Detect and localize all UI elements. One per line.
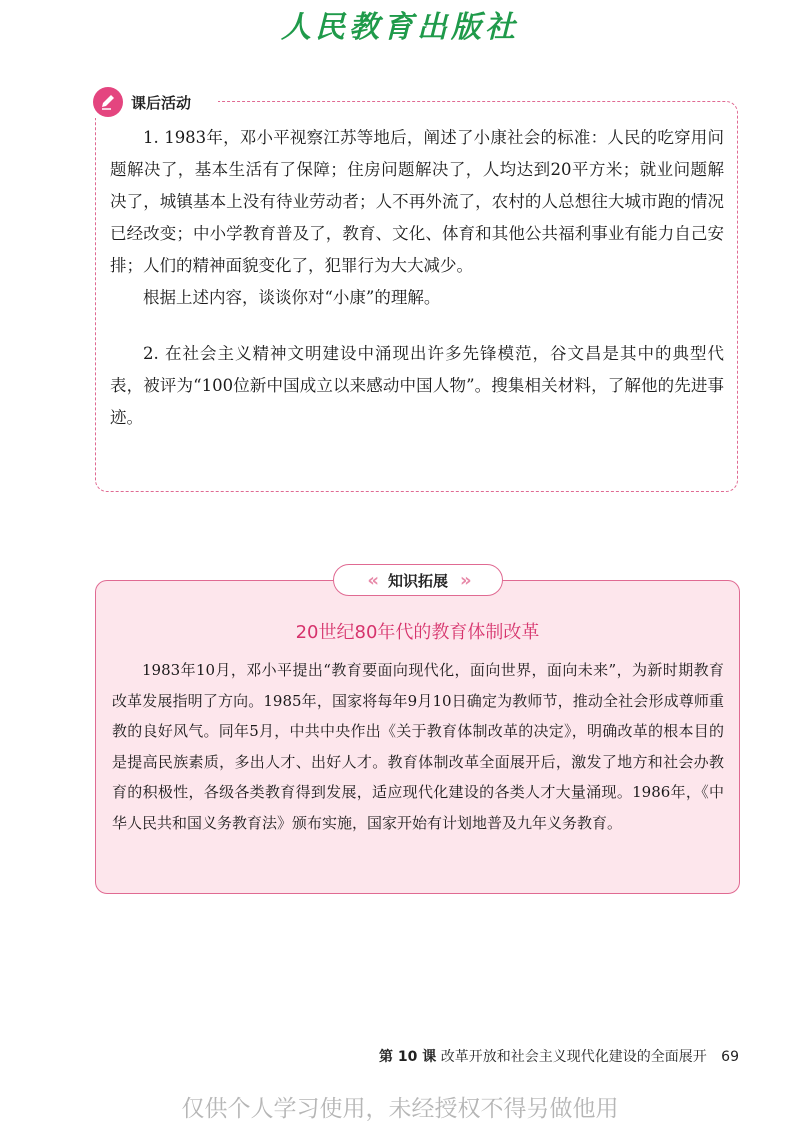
activity-item-2: 2. 在社会主义精神文明建设中涌现出许多先锋模范，谷文昌是其中的典型代表，被评为“100位新中国成立以来感动中国人物”。搜集相关材料，了解他的先进事迹。 [110,344,724,427]
activity-item-1: 1. 1983年，邓小平视察江苏等地后，阐述了小康社会的标准：人民的吃穿用问题解决了，基本生活有了保障；住房问题解决了，人均达到20平方米；就业问题解决了，城镇基本上没有待业劳动者；人不再外流了，农村的人总想往大城市跑的情况已经改变；中小学教育普及了，教育、文化、体育和其他公共福利事业有能力自己安排；人们的精神面貌变化了，犯罪行为大大减少。 [110,128,724,275]
publisher-logo: 人民教育出版社 [281,10,519,45]
knowledge-content [112,655,724,838]
page-footer [379,1046,739,1066]
lesson-number: 第 10 课 [379,1049,437,1065]
chevron-left-icon: « [367,569,376,591]
knowledge-heading: 20世纪80年代的教育体制改革 [295,622,540,643]
activity-content [110,122,724,434]
lesson-title: 改革开放和社会主义现代化建设的全面展开 [440,1049,707,1065]
knowledge-tab [333,564,503,596]
activity-item-1-question: 根据上述内容，谈谈你对“小康”的理解。 [143,288,441,307]
chevron-right-icon: » [460,569,469,591]
pencil-icon [93,87,123,117]
knowledge-body: 1983年10月，邓小平提出“教育要面向现代化，面向世界，面向未来”，为新时期教育改革发展指明了方向。1985年，国家将每年9月10日确定为教师节，推动全社会形成尊师重教的良好风气。同年5月，中共中央作出《关于教育体制改革的决定》，明确改革的根本目的是提高民族素质，多出人才、出好人才。教育体制改革全面展开后，激发了地方和社会办教育的积极性，各级各类教育得到发展，适应现代化建设的各类人才大量涌现。1986年，《中华人民共和国义务教育法》颁布实施，国家开始有计划地普及九年义务教育。 [112,661,724,832]
activity-title: 课后活动 [131,93,192,112]
activity-tab [93,86,218,118]
knowledge-label: 知识拓展 [387,571,448,590]
page-number: 69 [721,1049,739,1065]
watermark: 仅供个人学习使用，未经授权不得另做他用 [181,1096,619,1122]
